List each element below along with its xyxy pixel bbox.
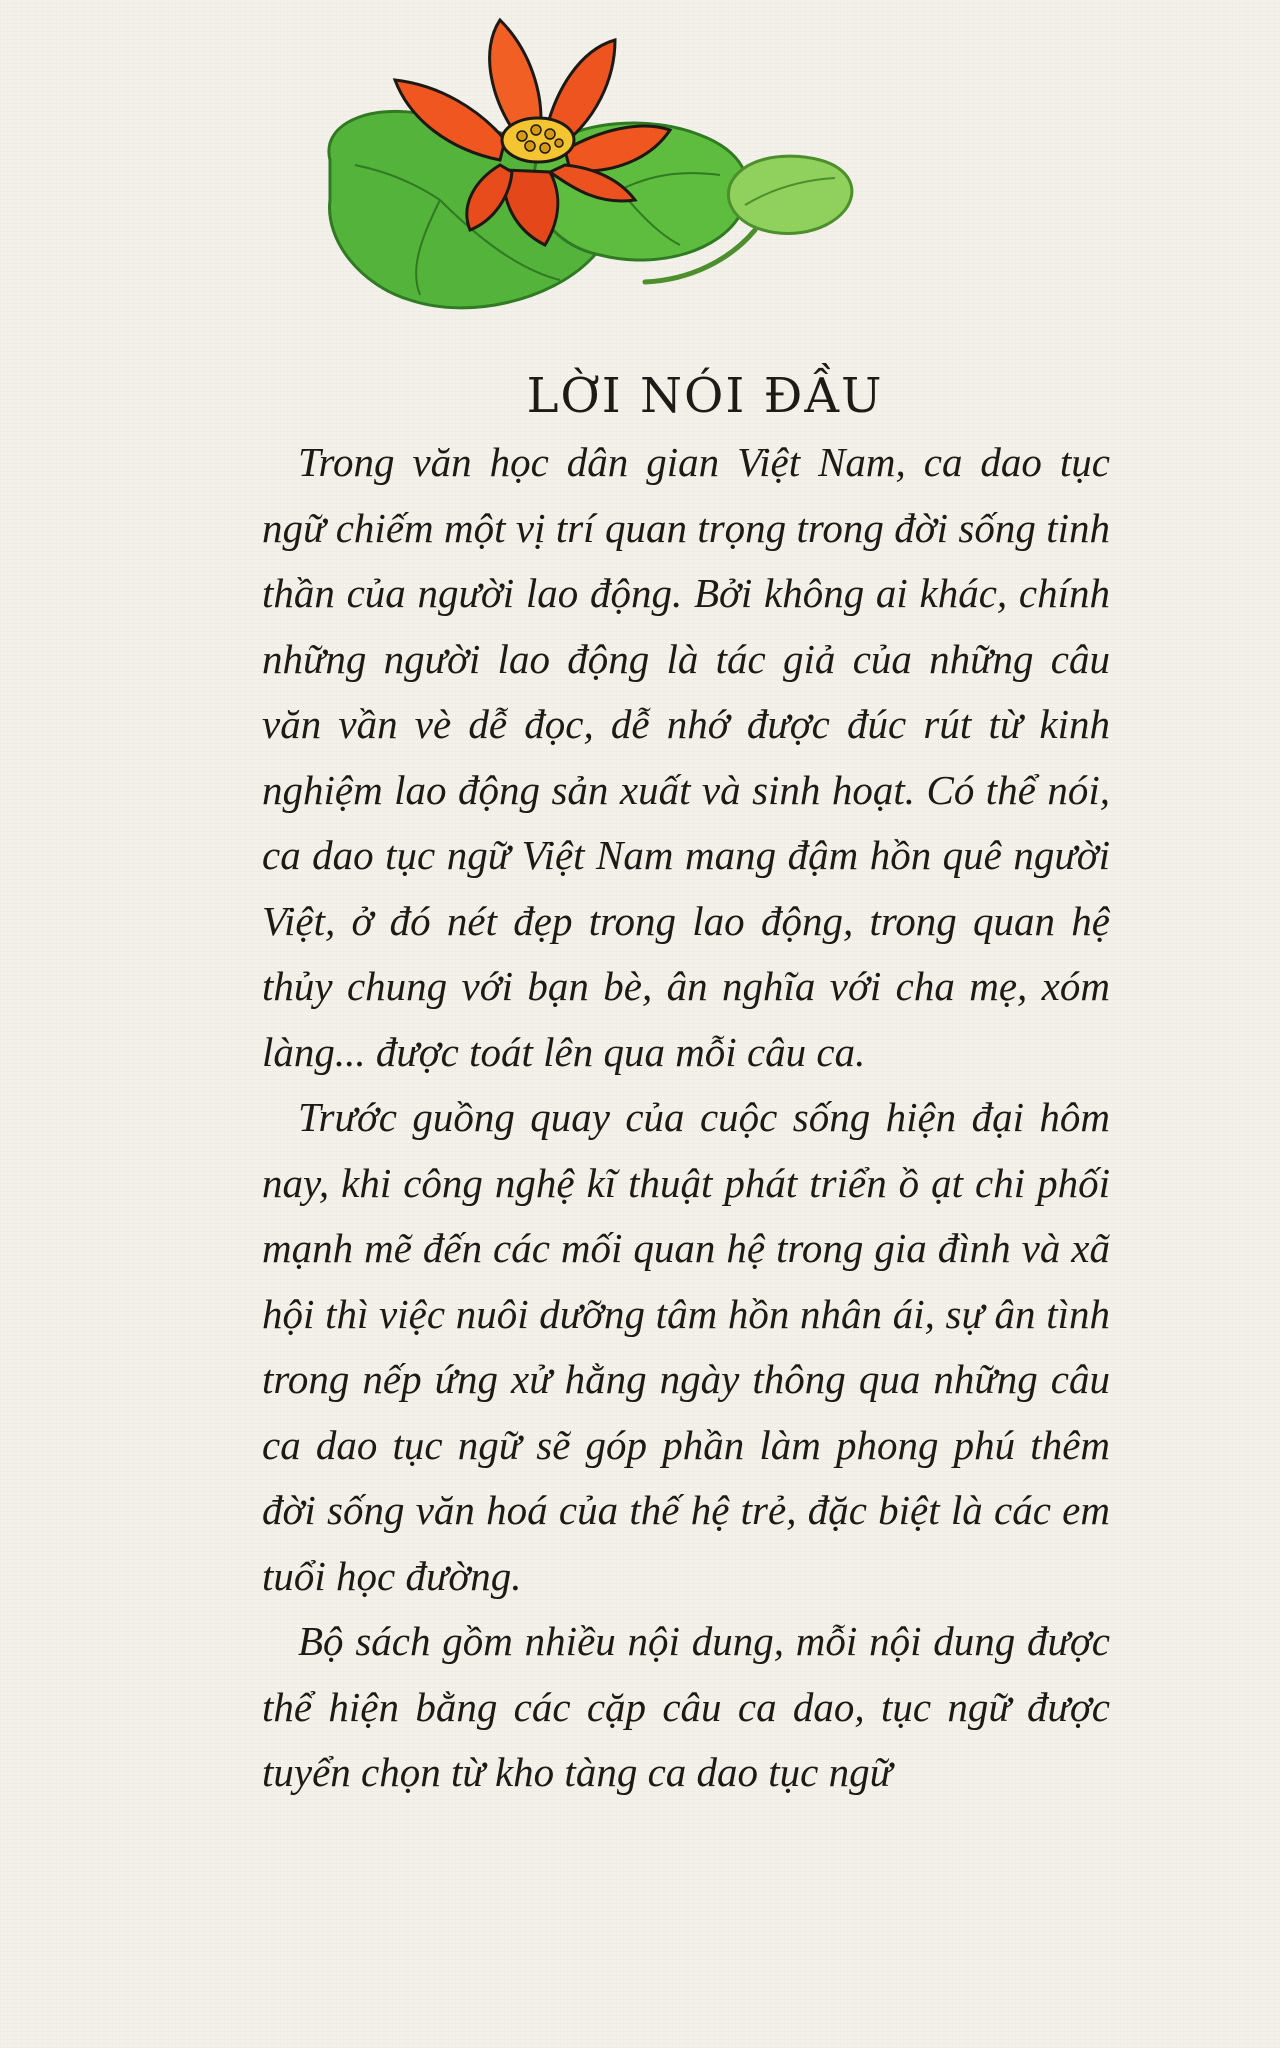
paragraph: Trong văn học dân gian Việt Nam, ca dao tục ngữ chiếm một vị trí quan trọng trong đời sống tinh thần của người lao động. Bởi không ai khác, chính những người lao động là tác giả của những câu văn vần vè dễ đọc, dễ nhớ được đúc rút từ kinh nghiệm lao động sản xuất và sinh hoạt. Có thể nói, ca dao tục ngữ Việt Nam mang đậm hồn quê người Việt, ở đó nét đẹp trong lao động, trong quan hệ thủy chung với bạn bè, ân nghĩa với cha mẹ, xóm làng... được toát lên qua mỗi câu ca. (262, 439, 1110, 1075)
paragraph: Trước guồng quay của cuộc sống hiện đại hôm nay, khi công nghệ kĩ thuật phát triển ồ ạt chi phối mạnh mẽ đến các mối quan hệ trong gia đình và xã hội thì việc nuôi dưỡng tâm hồn nhân ái, sự ân tình trong nếp ứng xử hằng ngày thông qua những câu ca dao tục ngữ sẽ góp phần làm phong phú thêm đời sống văn hoá của thế hệ trẻ, đặc biệt là các em tuổi học đường. (262, 1094, 1110, 1599)
page-title: LỜI NÓI ĐẦU (526, 368, 884, 424)
preface-body (262, 430, 1110, 1806)
lotus-seed (540, 143, 550, 153)
paragraph: Bộ sách gồm nhiều nội dung, mỗi nội dung được thể hiện bằng các cặp câu ca dao, tục ngữ được tuyển chọn từ kho tàng ca dao tục ngữ (262, 1618, 1110, 1795)
lotus-leaf-right (728, 156, 851, 233)
lotus-illustration (300, 0, 860, 330)
lotus-seed (517, 131, 527, 141)
lotus-seed (545, 129, 555, 139)
lotus-seed (525, 141, 535, 151)
lotus-seed (531, 125, 541, 135)
lotus-seed-pod (502, 118, 574, 162)
lotus-seed (555, 139, 563, 147)
